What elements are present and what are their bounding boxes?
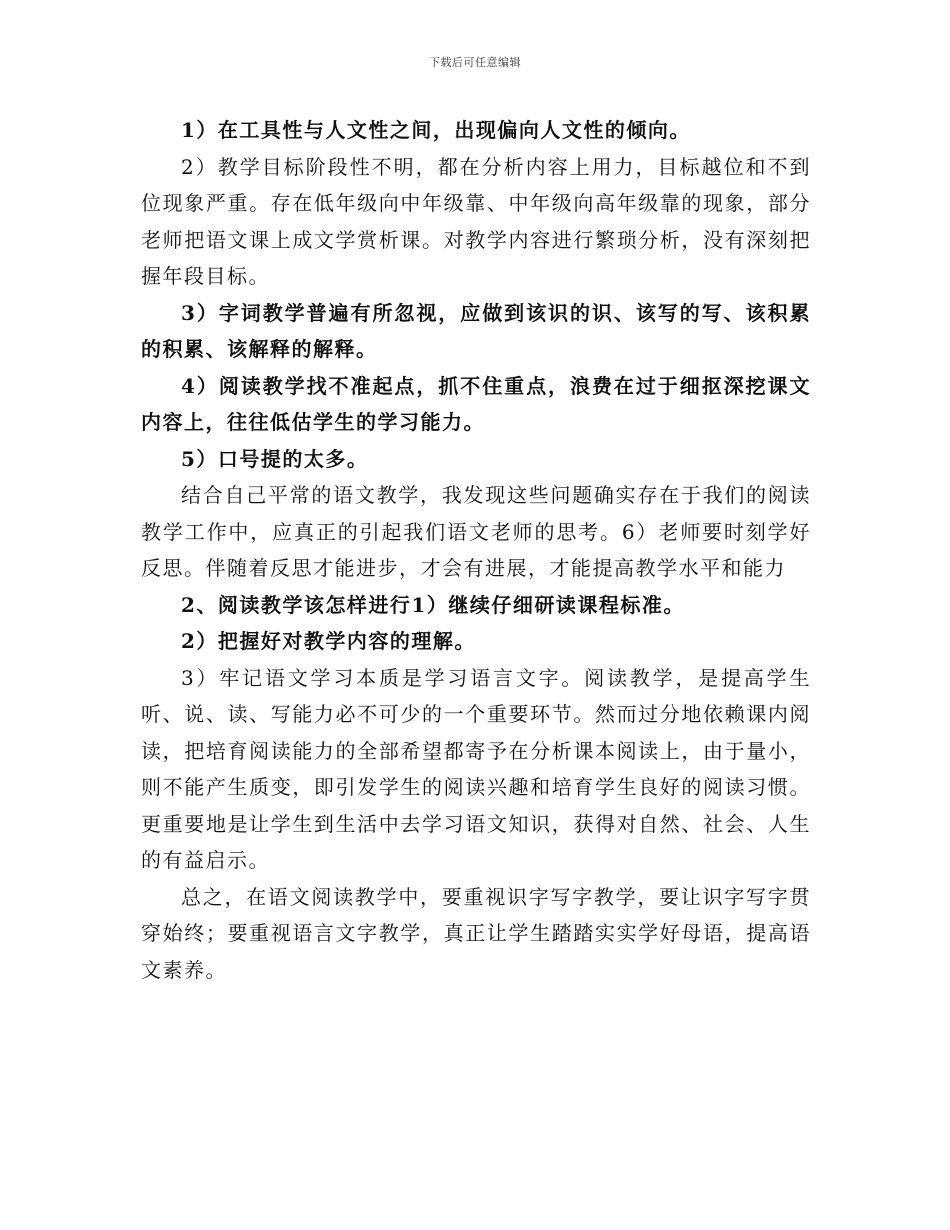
paragraph-8: 2）把握好对教学内容的理解。 xyxy=(181,629,476,653)
paragraph-9: 3）牢记语文学习本质是学习语言文字。阅读教学，是提高学生听、说、读、写能力必不可少的一个重要环节。然而过分地依赖课内阅读，把培育阅读能力的全部希望都寄予在分析课本阅读上，由于量小，则不能产生质变，即引发学生的阅读兴趣和培育学生良好的阅读习惯。更重要地是让学生到生活中去学习语文知识，获得对自然、社会、人生的有益启示。 xyxy=(141,665,811,872)
paragraph-1: 1）在工具性与人文性之间，出现偏向人文性的倾向。 xyxy=(181,118,691,142)
paragraph-2: 2）教学目标阶段性不明，都在分析内容上用力，目标越位和不到位现象严重。存在低年级向中年级靠、中年级向高年级靠的现象，部分老师把语文课上成文学赏析课。对教学内容进行繁琐分析，没有深刻把握年段目标。 xyxy=(141,154,811,288)
paragraph-7: 2、阅读教学该怎样进行1）继续仔细研读课程标准。 xyxy=(181,592,685,617)
paragraph-10: 总之，在语文阅读教学中，要重视识字写字教学，要让识字写字贯穿始终；要重视语言文字教学，真正让学生踏踏实实学好母语，提高语文素养。 xyxy=(141,884,811,982)
document-body xyxy=(141,112,811,988)
paragraph-5: 5）口号提的太多。 xyxy=(181,446,369,471)
header-note: 下载后可任意编辑 xyxy=(429,56,521,69)
paragraph-6: 结合自己平常的语文教学，我发现这些问题确实存在于我们的阅读教学工作中，应真正的引起我们语文老师的思考。6）老师要时刻学好反思。伴随着反思才能进步，才会有进展，才能提高教学水平和能力 xyxy=(141,483,811,580)
paragraph-4: 4）阅读教学找不准起点，抓不住重点，浪费在过于细抠深挖课文内容上，往往低估学生的学习能力。 xyxy=(141,373,811,434)
paragraph-3: 3）字词教学普遍有所忽视，应做到该识的识、该写的写、该积累的积累、该解释的解释。 xyxy=(141,300,811,361)
